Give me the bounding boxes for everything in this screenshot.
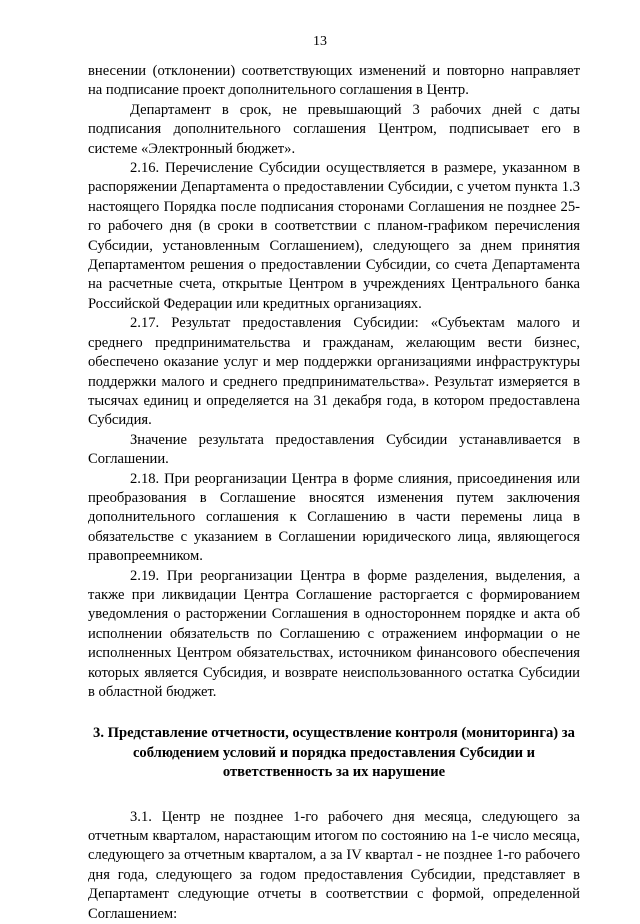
document-body [88, 62, 580, 924]
paragraph-signing-electronic-budget: Департамент в срок, не превышающий 3 рабочих дней с даты подписания дополнительного соглашения Центром, подписывает его в системе «Электронный бюджет». [88, 101, 580, 157]
paragraph-result-value: Значение результата предоставления Субсидии устанавливается в Соглашении. [88, 431, 580, 468]
paragraph-2-16-subsidy-transfer: 2.16. Перечисление Субсидии осуществляется в размере, указанном в распоряжении Департамента о предоставлении Субсидии, с учетом пункта 1.3 настоящего Порядка после подписания сторонами Соглашения не позднее 25-го рабочего дня (в сроки в соответствии с планом-графиком перечисления Субсидии, установленным Соглашением), следующего за днем принятия Департаментом решения о предоставлении Субсидии, со счета Департамента на расчетные счета, открытые Центром в учреждениях Центрального банка Российской Федерации или кредитных организациях. [88, 160, 580, 312]
paragraph-continuation: внесении (отклонении) соответствующих изменений и повторно направляет на подписание проект дополнительного соглашения в Центр. [88, 63, 580, 99]
section-3-heading: 3. Представление отчетности, осуществление контроля (мониторинга) за соблюдением условий и порядка предоставления Субсидии и ответственность за их нарушение [93, 725, 575, 781]
paragraph-2-18-reorganization-merger: 2.18. При реорганизации Центра в форме слияния, присоединения или преобразования в Соглашение вносятся изменения путем заключения дополнительного соглашения к Соглашению в части перемены лица в обязательстве с указанием в Соглашении юридического лица, являющегося правопреемником. [88, 470, 580, 565]
page-number: 13 [313, 34, 327, 49]
paragraph-2-19-reorganization-division: 2.19. При реорганизации Центра в форме разделения, выделения, а также при ликвидации Центра Соглашение расторгается с формированием уведомления о расторжении Соглашения в одностороннем порядке и акта об исполнении обязательств по Соглашению с отражением информации о не исполненных Центром обязательствах, источником финансового обеспечения которых является Субсидия, и возврате неиспользованного остатка Субсидии в областной бюджет. [88, 567, 580, 700]
paragraph-3-1-reporting: 3.1. Центр не позднее 1-го рабочего дня месяца, следующего за отчетным кварталом, нарастающим итогом по состоянию на 1-е число месяца, следующего за отчетным кварталом, а за IV квартал - не позднее 1-го рабочего дня года, следующего за годом предоставления Субсидии, представляет в Департамент следующие отчеты в соответствии с формой, определенной Соглашением: [88, 808, 580, 922]
paragraph-2-17-subsidy-result: 2.17. Результат предоставления Субсидии: «Субъектам малого и среднего предпринимательства и гражданам, желающим вести бизнес, обеспечено оказание услуг и мер поддержки организациями инфраструктуры поддержки малого и среднего предпринимательства». Результат измеряется в тысячах единиц и определяется на 31 декабря года, в котором предоставлена Субсидия. [88, 315, 580, 429]
